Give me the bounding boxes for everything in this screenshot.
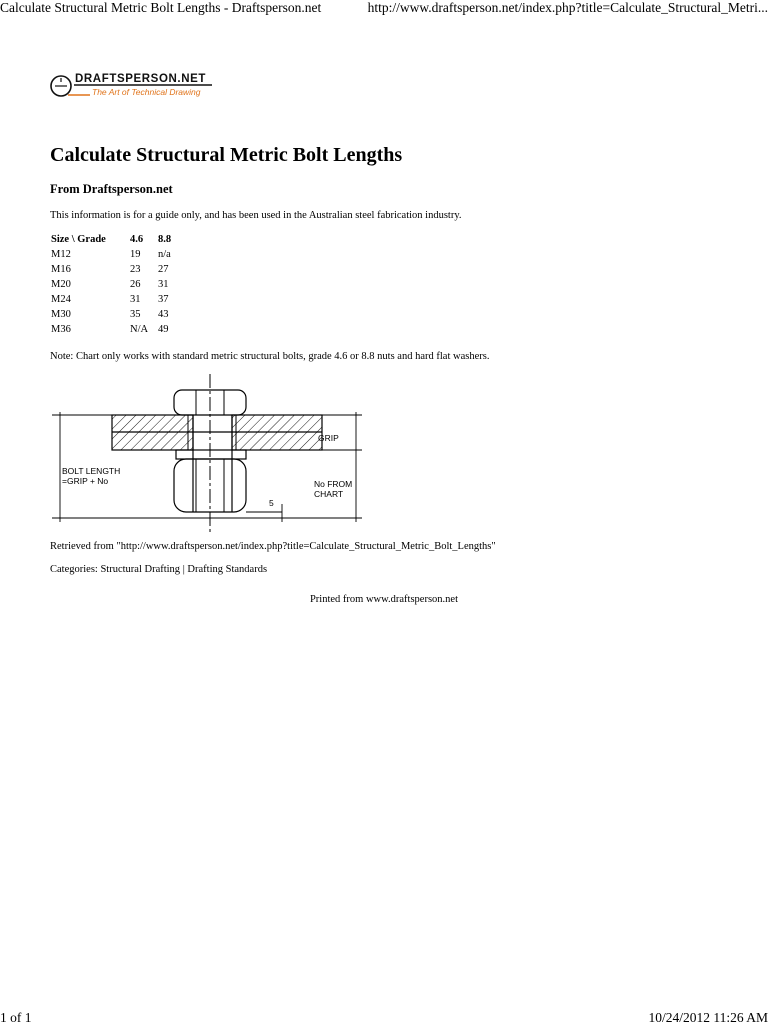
chart-label: CHART (314, 489, 344, 499)
table-cell: n/a (158, 249, 171, 260)
categories-separator: | (180, 564, 188, 575)
site-logo[interactable] (50, 73, 216, 101)
print-footer-page-count: 1 of 1 (0, 1010, 32, 1025)
table-row (49, 292, 190, 307)
table-row (49, 247, 190, 262)
table-cell: 27 (158, 264, 169, 275)
categories-line (50, 564, 267, 575)
bolt-shank (193, 415, 232, 512)
print-header-title: Calculate Structural Metric Bolt Lengths - Draftsperson.net (0, 0, 322, 15)
grip-label: GRIP (318, 433, 339, 443)
logo-tagline: The Art of Technical Drawing (92, 87, 201, 97)
intro-text: This information is for a guide only, and has been used in the Australian steel fabrication industry. (50, 210, 462, 221)
bolt-length-table (49, 232, 190, 337)
table-row (49, 322, 190, 337)
table-cell: N/A (130, 324, 149, 335)
table-cell: 23 (130, 264, 141, 275)
page-subtitle: From Draftsperson.net (50, 182, 173, 196)
table-cell: M16 (51, 264, 71, 275)
clamped-plates (112, 415, 322, 450)
bolt-length-formula: =GRIP + No (62, 476, 109, 486)
washer (176, 450, 246, 459)
categories-prefix: Categories: (50, 564, 101, 575)
print-header-url: http://www.draftsperson.net/index.php?title=Calculate_Structural_Metri... (367, 0, 768, 15)
bolt-assembly-diagram (50, 372, 370, 534)
table-row (49, 277, 190, 292)
logo-wordmark: DRAFTSPERSON.NET (75, 73, 206, 85)
table-header-row (49, 232, 190, 247)
column-header: 4.6 (130, 234, 144, 245)
no-from-label: No FROM (314, 479, 353, 489)
printed-from-text: Printed from www.draftsperson.net (309, 594, 459, 605)
table-cell: 49 (158, 324, 169, 335)
table-cell: 31 (158, 279, 169, 290)
table-cell: 37 (158, 294, 169, 305)
table-cell: 26 (130, 279, 141, 290)
category-link-drafting-standards[interactable]: Drafting Standards (187, 564, 268, 575)
dimension-5-label: 5 (269, 498, 274, 508)
retrieved-from-text: Retrieved from "http://www.draftsperson.net/index.php?title=Calculate_Structural_Metric_Bolt_Lengths" (50, 541, 496, 552)
note-text: Note: Chart only works with standard metric structural bolts, grade 4.6 or 8.8 nuts and hard flat washers. (50, 351, 490, 362)
table-cell: M24 (51, 294, 71, 305)
print-footer-timestamp: 10/24/2012 11:26 AM (648, 1010, 768, 1025)
table-cell: M30 (51, 309, 71, 320)
bolt-length-label: BOLT LENGTH (62, 466, 121, 476)
page-title: Calculate Structural Metric Bolt Lengths (50, 144, 403, 166)
table-row (49, 307, 190, 322)
table-row (49, 262, 190, 277)
table-cell: 35 (130, 309, 141, 320)
table-cell: 43 (158, 309, 169, 320)
table-cell: M20 (51, 279, 71, 290)
table-cell: 19 (130, 249, 141, 260)
category-link-structural-drafting[interactable]: Structural Drafting (100, 564, 181, 575)
table-cell: 31 (130, 294, 141, 305)
table-cell: M36 (51, 324, 71, 335)
column-header: 8.8 (158, 234, 172, 245)
column-header: Size \ Grade (51, 234, 106, 245)
table-cell: M12 (51, 249, 71, 260)
